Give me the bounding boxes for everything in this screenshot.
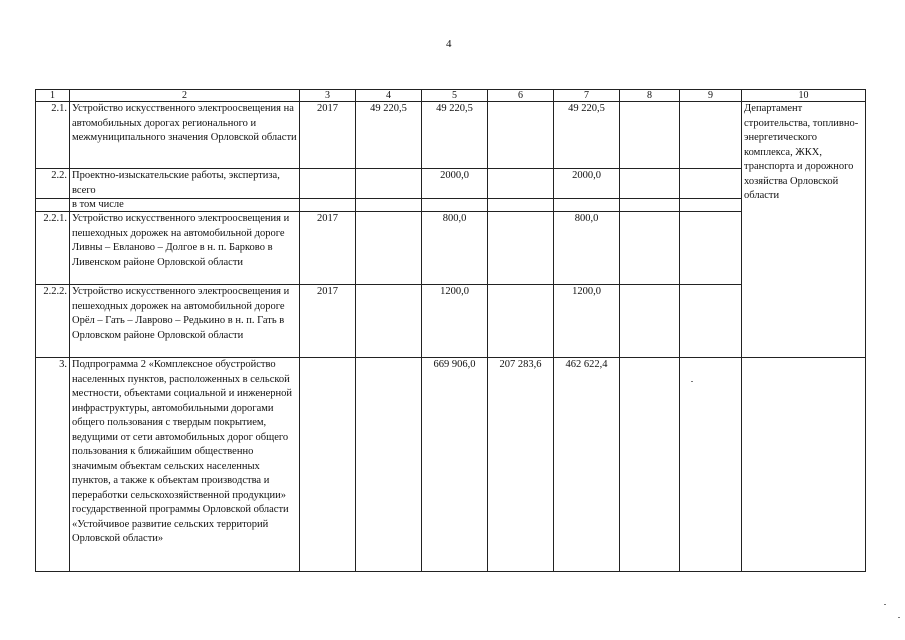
table-row <box>36 169 866 199</box>
row-col7: 800,0 <box>554 212 620 285</box>
row-col4 <box>356 169 422 199</box>
row-number: 2.1. <box>36 102 70 169</box>
row-year <box>300 169 356 199</box>
responsible-department: Департамент строительства, топливно-энергетического комплекса, ЖКХ, транспорта и дорожного хозяйства Орловской области <box>742 102 866 358</box>
row-col6 <box>488 212 554 285</box>
table-row <box>36 358 866 572</box>
row-col8 <box>620 212 680 285</box>
row-col6: 207 283,6 <box>488 358 554 572</box>
page-number: 4 <box>446 38 452 50</box>
table-header-row <box>36 90 866 102</box>
row-col4 <box>356 199 422 212</box>
row-col8 <box>620 102 680 169</box>
row-name: Устройство искусственного электроосвещения и пешеходных дорожек на автомобильной дороге Орёл – Гать – Лаврово – Редькино в н. п. Гать в Орловском районе Орловской области <box>70 285 300 358</box>
program-table <box>35 89 866 572</box>
header-cell: 2 <box>70 90 300 102</box>
row-number: 2.2. <box>36 169 70 199</box>
row-number: 2.2.2. <box>36 285 70 358</box>
header-cell: 7 <box>554 90 620 102</box>
row-col5: 669 906,0 <box>422 358 488 572</box>
row-col7 <box>554 199 620 212</box>
row-col4: 49 220,5 <box>356 102 422 169</box>
row-col9 <box>680 169 742 199</box>
row-col6 <box>488 199 554 212</box>
table-row <box>36 285 866 358</box>
scan-speck <box>691 381 693 382</box>
header-cell: 9 <box>680 90 742 102</box>
row-col9 <box>680 358 742 572</box>
row-col5: 800,0 <box>422 212 488 285</box>
row-year <box>300 358 356 572</box>
row-col5: 1200,0 <box>422 285 488 358</box>
row-year: 2017 <box>300 212 356 285</box>
header-cell: 10 <box>742 90 866 102</box>
row-col8 <box>620 358 680 572</box>
row-col6 <box>488 169 554 199</box>
row-col7: 1200,0 <box>554 285 620 358</box>
row-name: Устройство искусственного электроосвещения на автомобильных дорогах регионального и межмуниципального значения Орловской области <box>70 102 300 169</box>
row-col6 <box>488 102 554 169</box>
scan-speck <box>898 617 900 618</box>
row-col9 <box>680 199 742 212</box>
row-name: Проектно-изыскательские работы, экспертиза, всего <box>70 169 300 199</box>
row-year: 2017 <box>300 285 356 358</box>
row-col6 <box>488 285 554 358</box>
row-col9 <box>680 285 742 358</box>
row-col8 <box>620 169 680 199</box>
row-number: 2.2.1. <box>36 212 70 285</box>
header-cell: 3 <box>300 90 356 102</box>
row-name: в том числе <box>70 199 300 212</box>
row-year <box>300 199 356 212</box>
row-col4 <box>356 358 422 572</box>
table-row <box>36 212 866 285</box>
row-col7: 462 622,4 <box>554 358 620 572</box>
row-col5 <box>422 199 488 212</box>
row-col5: 49 220,5 <box>422 102 488 169</box>
row-number <box>36 199 70 212</box>
row-col8 <box>620 285 680 358</box>
row-col4 <box>356 212 422 285</box>
header-cell: 4 <box>356 90 422 102</box>
header-cell: 1 <box>36 90 70 102</box>
table-row <box>36 102 866 169</box>
header-cell: 5 <box>422 90 488 102</box>
row-col9 <box>680 212 742 285</box>
row-col9 <box>680 102 742 169</box>
row-col10 <box>742 358 866 572</box>
row-name: Устройство искусственного электроосвещения и пешеходных дорожек на автомобильной дороге Ливны – Евланово – Долгое в н. п. Барково в Ливенском районе Орловской области <box>70 212 300 285</box>
scan-speck <box>884 604 886 605</box>
header-cell: 8 <box>620 90 680 102</box>
row-col7: 49 220,5 <box>554 102 620 169</box>
row-col4 <box>356 285 422 358</box>
row-name: Подпрограмма 2 «Комплексное обустройство населенных пунктов, расположенных в сельской местности, объектами социальной и инженерной инфраструктуры, автомобильными дорогами общего пользования с твердым покрытием, ведущими от сети автомобильных дорог общего пользования к ближайшим общественно значимым объектам сельских населенных пунктов, а также к объектам производства и переработки сельскохозяйственной продукции» государственной программы Орловской области «Устойчивое развитие сельских территорий Орловской области» <box>70 358 300 572</box>
header-cell: 6 <box>488 90 554 102</box>
row-number: 3. <box>36 358 70 572</box>
row-col5: 2000,0 <box>422 169 488 199</box>
row-year: 2017 <box>300 102 356 169</box>
row-col8 <box>620 199 680 212</box>
table-row <box>36 199 866 212</box>
row-col7: 2000,0 <box>554 169 620 199</box>
